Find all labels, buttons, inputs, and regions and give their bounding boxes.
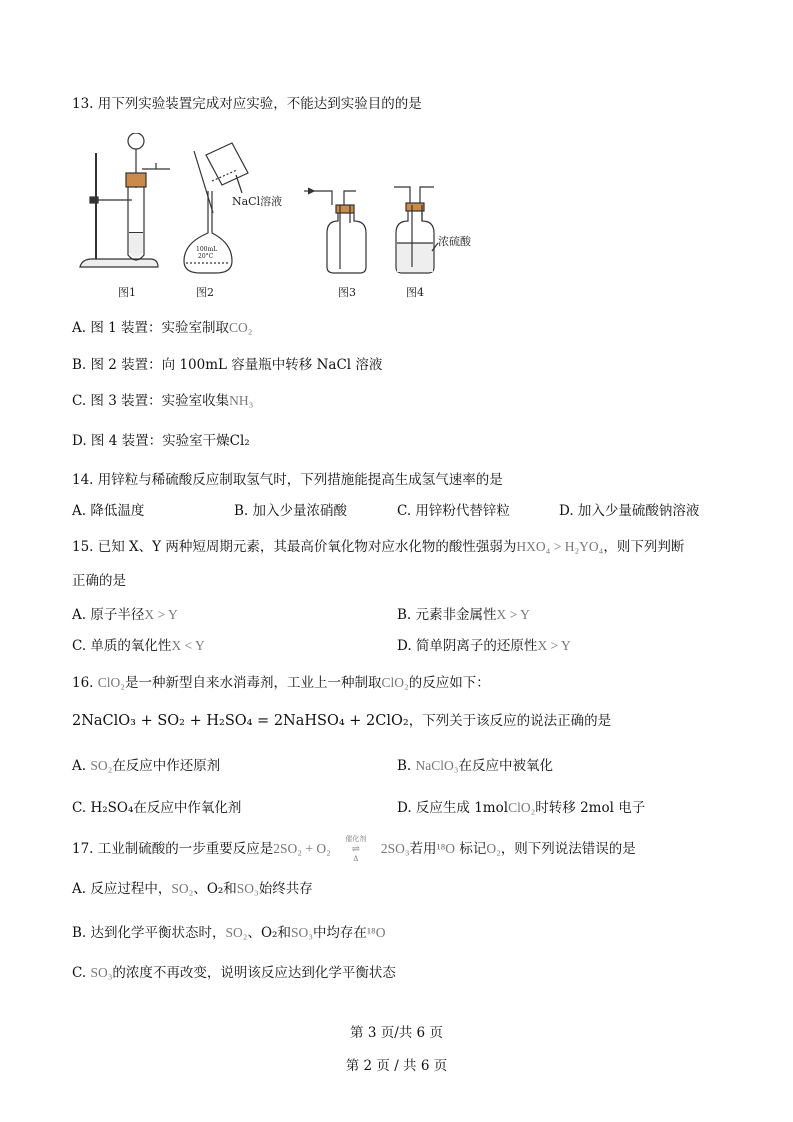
- formula: CO₂: [229, 320, 253, 335]
- equation-right: 2SO₃: [380, 841, 410, 856]
- q17-option-a[interactable]: [72, 880, 313, 898]
- stem-text: 是一种新型自来水消毒剂，工业上一种制取: [125, 675, 382, 691]
- q15-option-b[interactable]: [397, 606, 530, 624]
- option-text: 在反应中作氧化剂: [133, 800, 242, 816]
- q-number: 16.: [72, 675, 94, 691]
- catalyst-label: 催化剂: [345, 834, 367, 843]
- q16-option-b[interactable]: [397, 757, 553, 775]
- q15-option-a[interactable]: [72, 606, 178, 624]
- option-prefix: B.: [397, 758, 412, 774]
- option-text: D. 简单阴离子的还原性: [397, 638, 538, 654]
- formula: ClO₂: [381, 675, 409, 690]
- option-text: C. 图 3 装置：实验室收集: [72, 393, 230, 409]
- formula: NaClO₃: [415, 758, 459, 773]
- option-text: 时转移 2mol 电子: [535, 800, 646, 816]
- stem-text: ，下列关于该反应的说法正确的是: [408, 713, 612, 729]
- formula: SO₃: [290, 925, 313, 940]
- option-text: C. 单质的氧化性: [72, 638, 172, 654]
- formula: X > Y: [496, 607, 530, 622]
- figure1-generator: [80, 133, 170, 267]
- q13-option-b[interactable]: [72, 356, 382, 374]
- q17-option-c[interactable]: [72, 964, 396, 982]
- formula: SO₂: [171, 881, 194, 896]
- formula: H₂SO₄: [90, 800, 134, 816]
- caption-figure1: 图1: [118, 286, 136, 299]
- equilibrium-arrow: [331, 834, 381, 863]
- q15-stem: [72, 538, 684, 556]
- figure4-drying-bottle: [394, 187, 438, 273]
- option-text: 在反应中被氧化: [458, 758, 553, 774]
- separator: 、: [247, 925, 261, 941]
- q16-option-c[interactable]: [72, 799, 241, 817]
- stem-text: 15. 已知 X、Y 两种短周期元素，其最高价氧化物对应水化物的酸性强弱为: [72, 539, 517, 555]
- formula: O₂: [260, 925, 278, 941]
- formula: Cl₂: [229, 433, 250, 449]
- option-text: A. 图 1 装置：实验室制取: [72, 320, 230, 336]
- q13-option-c[interactable]: [72, 392, 253, 410]
- q15-option-d[interactable]: [397, 637, 571, 655]
- option-prefix: C.: [72, 965, 87, 981]
- q13-option-a[interactable]: [72, 319, 252, 337]
- conjunction: 和: [277, 925, 291, 941]
- option-text: A. 反应过程中，: [72, 881, 172, 897]
- q13-apparatus-figure: [72, 133, 472, 303]
- q17-option-b[interactable]: [72, 924, 385, 942]
- formula: X > Y: [144, 607, 178, 622]
- option-text: D. 图 4 装置：实验室干燥: [72, 433, 230, 449]
- isotope: ¹⁸O: [366, 925, 386, 940]
- q14-option-c[interactable]: C. 用锌粉代替锌粒: [397, 503, 510, 519]
- formula: ClO₂: [508, 800, 536, 815]
- formula: NH₃: [229, 393, 254, 408]
- option-text: 的浓度不再改变，说明该反应达到化学平衡状态: [112, 965, 396, 981]
- page-number-outer: 第 2 页 / 共 6 页: [345, 1058, 448, 1074]
- separator: 、: [193, 881, 207, 897]
- q14-option-a[interactable]: A. 降低温度: [72, 503, 145, 519]
- caption-figure4: 图4: [406, 286, 424, 299]
- page-number-inner: 第 3 页/共 6 页: [350, 1025, 443, 1041]
- stem-text: 标记: [459, 841, 487, 857]
- heat-label: Δ: [353, 854, 359, 863]
- formula: X < Y: [171, 638, 205, 653]
- q15-option-c[interactable]: [72, 637, 205, 655]
- formula: SO₃: [236, 881, 259, 896]
- q17-stem: [72, 834, 636, 863]
- label-nacl-solution: NaCl溶液: [232, 195, 283, 208]
- option-text: B. 图 2 装置：向 100mL 容量瓶中转移 NaCl 溶液: [72, 357, 383, 373]
- option-text: A. 原子半径: [72, 607, 145, 623]
- q14-option-d[interactable]: D. 加入少量硫酸钠溶液: [559, 503, 700, 519]
- stem-text: ，则下列判断: [603, 539, 685, 555]
- q16-equation-line: [72, 712, 611, 730]
- option-prefix: D. 反应生成 1mol: [397, 800, 509, 816]
- formula: ClO₂: [97, 675, 125, 690]
- isotope: ¹⁸O: [436, 841, 456, 856]
- q16-stem: [72, 674, 490, 692]
- formula: SO₃: [90, 965, 113, 980]
- formula: O₂: [206, 881, 224, 897]
- formula: X > Y: [537, 638, 571, 653]
- stem-text: ，则下列说法错误的是: [500, 841, 636, 857]
- option-prefix: A.: [72, 758, 87, 774]
- option-text: 始终共存: [258, 881, 313, 897]
- q16-option-a[interactable]: [72, 757, 220, 775]
- stem-text: 若用: [409, 841, 437, 857]
- double-arrow-icon: ⇌: [351, 843, 360, 855]
- q15-stem-cont: 正确的是: [72, 573, 126, 589]
- option-prefix: C.: [72, 800, 87, 816]
- flask-temp-label: 20°C: [198, 253, 214, 260]
- option-text: B. 达到化学平衡状态时，: [72, 925, 226, 941]
- q13-stem: 13. 用下列实验装置完成对应实验，不能达到实验目的的是: [72, 96, 422, 112]
- equation-left: 2SO₂ + O₂: [273, 841, 331, 856]
- conjunction: 和: [223, 881, 237, 897]
- figure3-gas-bottle: [304, 188, 366, 273]
- formula: O₂: [486, 841, 501, 856]
- q13-option-d[interactable]: [72, 432, 250, 450]
- figure2-volumetric-flask: [184, 143, 248, 273]
- q14-stem: 14. 用锌粒与稀硫酸反应制取氢气时，下列措施能提高生成氢气速率的是: [72, 472, 503, 488]
- option-text: B. 元素非金属性: [397, 607, 497, 623]
- option-text: 在反应中作还原剂: [112, 758, 221, 774]
- formula: SO₂: [225, 925, 248, 940]
- caption-figure2: 图2: [196, 286, 214, 299]
- stem-text: 17. 工业制硫酸的一步重要反应是: [72, 841, 274, 857]
- stem-text: 的反应如下：: [408, 675, 490, 691]
- label-conc-sulfuric-acid: 浓硫酸: [438, 235, 471, 248]
- q16-option-d[interactable]: [397, 799, 645, 817]
- option-text: 中均存在: [312, 925, 367, 941]
- equation: 2NaClO₃ + SO₂ + H₂SO₄ = 2NaHSO₄ + 2ClO₂: [72, 713, 409, 729]
- flask-volume-label: 100mL: [196, 246, 218, 253]
- q14-option-b[interactable]: B. 加入少量浓硝酸: [234, 503, 348, 519]
- formula: SO₂: [90, 758, 113, 773]
- caption-figure3: 图3: [338, 286, 356, 299]
- formula: HXO₄ > H₂YO₄: [516, 539, 604, 554]
